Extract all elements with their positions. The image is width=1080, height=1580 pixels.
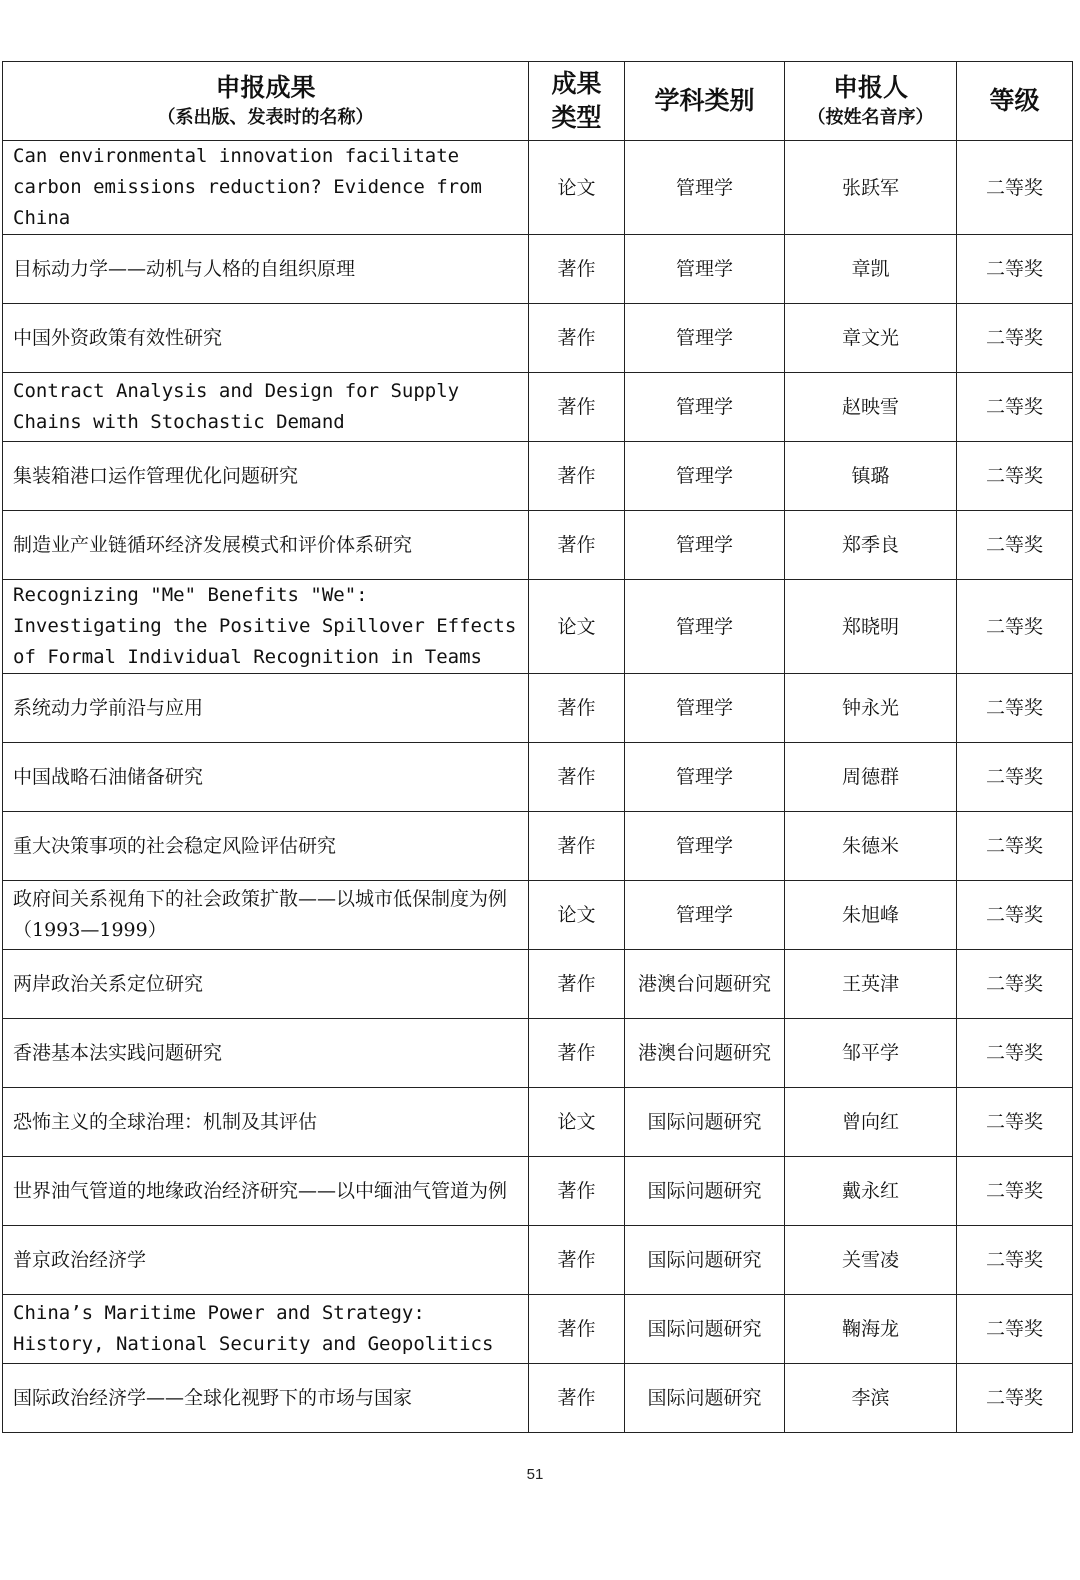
row-type: 著作	[529, 442, 625, 511]
row-level: 二等奖	[957, 950, 1073, 1019]
row-title: 中国战略石油储备研究	[3, 743, 529, 812]
row-discipline: 国际问题研究	[625, 1088, 785, 1157]
row-discipline: 管理学	[625, 304, 785, 373]
row-title: 普京政治经济学	[3, 1226, 529, 1295]
header-level	[957, 62, 1073, 141]
row-title: 目标动力学——动机与人格的自组织原理	[3, 235, 529, 304]
row-level: 二等奖	[957, 812, 1073, 881]
row-discipline: 管理学	[625, 743, 785, 812]
header-row	[3, 62, 1073, 141]
header-type	[529, 62, 625, 141]
header-title-main: 申报成果	[215, 73, 316, 102]
row-title: 制造业产业链循环经济发展模式和评价体系研究	[3, 511, 529, 580]
row-applicant: 章凯	[785, 235, 957, 304]
row-type: 著作	[529, 950, 625, 1019]
row-level: 二等奖	[957, 743, 1073, 812]
row-title: 集装箱港口运作管理优化问题研究	[3, 442, 529, 511]
row-title: 系统动力学前沿与应用	[3, 674, 529, 743]
header-applicant-main: 申报人	[832, 73, 908, 102]
row-applicant: 周德群	[785, 743, 957, 812]
table-row	[3, 1088, 1073, 1157]
header-type-line2: 类型	[551, 103, 602, 132]
row-applicant: 赵映雪	[785, 373, 957, 442]
header-applicant	[785, 62, 957, 141]
table-row	[3, 580, 1073, 674]
table-row	[3, 1364, 1073, 1433]
row-applicant: 王英津	[785, 950, 957, 1019]
row-discipline: 管理学	[625, 442, 785, 511]
table-row	[3, 1295, 1073, 1364]
row-level: 二等奖	[957, 674, 1073, 743]
table-row	[3, 881, 1073, 950]
row-title: Recognizing "Me" Benefits "We": Investigating the Positive Spillover Effects of Formal Individual Recognition in Teams	[3, 580, 529, 674]
row-level: 二等奖	[957, 881, 1073, 950]
table-row	[3, 1157, 1073, 1226]
header-discipline-label: 学科类别	[654, 86, 755, 115]
table-row	[3, 812, 1073, 881]
row-title: 世界油气管道的地缘政治经济研究——以中缅油气管道为例	[3, 1157, 529, 1226]
row-level: 二等奖	[957, 373, 1073, 442]
table-row	[3, 141, 1073, 235]
header-title	[3, 62, 529, 141]
row-discipline: 管理学	[625, 373, 785, 442]
row-level: 二等奖	[957, 511, 1073, 580]
row-applicant: 李滨	[785, 1364, 957, 1433]
row-level: 二等奖	[957, 1295, 1073, 1364]
row-applicant: 戴永红	[785, 1157, 957, 1226]
header-applicant-sub: （按姓名音序）	[807, 107, 934, 128]
row-applicant: 鞠海龙	[785, 1295, 957, 1364]
row-type: 著作	[529, 1157, 625, 1226]
row-applicant: 关雪凌	[785, 1226, 957, 1295]
table-row	[3, 950, 1073, 1019]
row-applicant: 张跃军	[785, 141, 957, 235]
row-type: 著作	[529, 1295, 625, 1364]
row-type: 著作	[529, 373, 625, 442]
row-level: 二等奖	[957, 304, 1073, 373]
row-level: 二等奖	[957, 1088, 1073, 1157]
table-row	[3, 442, 1073, 511]
row-type: 著作	[529, 674, 625, 743]
table-row	[3, 304, 1073, 373]
table-row	[3, 1226, 1073, 1295]
header-type-line1: 成果	[551, 69, 602, 98]
row-applicant: 曾向红	[785, 1088, 957, 1157]
row-discipline: 国际问题研究	[625, 1226, 785, 1295]
award-table	[2, 61, 1073, 1433]
row-applicant: 郑晓明	[785, 580, 957, 674]
row-type: 著作	[529, 1364, 625, 1433]
row-level: 二等奖	[957, 235, 1073, 304]
header-discipline	[625, 62, 785, 141]
table-row	[3, 511, 1073, 580]
row-title: 重大决策事项的社会稳定风险评估研究	[3, 812, 529, 881]
row-level: 二等奖	[957, 141, 1073, 235]
row-applicant: 朱德米	[785, 812, 957, 881]
row-title: Contract Analysis and Design for Supply Chains with Stochastic Demand	[3, 373, 529, 442]
table-row	[3, 235, 1073, 304]
row-discipline: 国际问题研究	[625, 1364, 785, 1433]
row-discipline: 管理学	[625, 812, 785, 881]
row-applicant: 钟永光	[785, 674, 957, 743]
table-row	[3, 674, 1073, 743]
row-discipline: 港澳台问题研究	[625, 950, 785, 1019]
row-applicant: 镇璐	[785, 442, 957, 511]
table-row	[3, 373, 1073, 442]
row-applicant: 郑季良	[785, 511, 957, 580]
row-title: 两岸政治关系定位研究	[3, 950, 529, 1019]
page-number: 51	[526, 1466, 544, 1483]
row-level: 二等奖	[957, 1157, 1073, 1226]
row-type: 著作	[529, 304, 625, 373]
row-type: 著作	[529, 1019, 625, 1088]
row-title: China’s Maritime Power and Strategy: History, National Security and Geopolitics	[3, 1295, 529, 1364]
row-title: Can environmental innovation facilitate carbon emissions reduction? Evidence from China	[3, 141, 529, 235]
row-type: 论文	[529, 881, 625, 950]
row-level: 二等奖	[957, 442, 1073, 511]
row-type: 论文	[529, 1088, 625, 1157]
row-applicant: 章文光	[785, 304, 957, 373]
row-type: 著作	[529, 743, 625, 812]
header-level-label: 等级	[989, 86, 1040, 115]
row-type: 著作	[529, 511, 625, 580]
row-discipline: 港澳台问题研究	[625, 1019, 785, 1088]
header-title-sub: （系出版、发表时的名称）	[157, 107, 374, 128]
row-type: 论文	[529, 580, 625, 674]
table-row	[3, 1019, 1073, 1088]
row-discipline: 管理学	[625, 580, 785, 674]
row-type: 著作	[529, 812, 625, 881]
row-discipline: 管理学	[625, 674, 785, 743]
row-title: 中国外资政策有效性研究	[3, 304, 529, 373]
row-level: 二等奖	[957, 1019, 1073, 1088]
row-type: 著作	[529, 235, 625, 304]
row-discipline: 国际问题研究	[625, 1157, 785, 1226]
row-applicant: 朱旭峰	[785, 881, 957, 950]
row-level: 二等奖	[957, 1226, 1073, 1295]
row-title: 恐怖主义的全球治理：机制及其评估	[3, 1088, 529, 1157]
row-discipline: 管理学	[625, 511, 785, 580]
row-type: 论文	[529, 141, 625, 235]
row-level: 二等奖	[957, 580, 1073, 674]
table-row	[3, 743, 1073, 812]
row-title: 香港基本法实践问题研究	[3, 1019, 529, 1088]
row-discipline: 管理学	[625, 881, 785, 950]
row-level: 二等奖	[957, 1364, 1073, 1433]
row-title: 国际政治经济学——全球化视野下的市场与国家	[3, 1364, 529, 1433]
row-applicant: 邹平学	[785, 1019, 957, 1088]
row-type: 著作	[529, 1226, 625, 1295]
row-title: 政府间关系视角下的社会政策扩散——以城市低保制度为例（1993—1999）	[3, 881, 529, 950]
row-discipline: 管理学	[625, 235, 785, 304]
row-discipline: 国际问题研究	[625, 1295, 785, 1364]
row-discipline: 管理学	[625, 141, 785, 235]
